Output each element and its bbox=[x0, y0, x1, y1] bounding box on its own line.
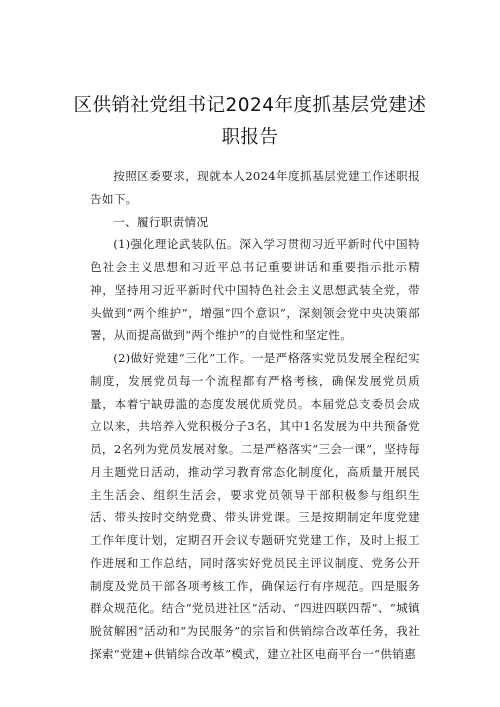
body-paragraph: (2)做好党建“三化”工作。一是严格落实党员发展全程纪实制度，发展党员每一个流程都有严格考核，确保发展党员质量，本着宁缺毋滥的态度发展优质党员。本届党总支委员会成立以来，共培养入党积极分子3名，其中1名发展为中共预备党员，2名列为党员发展对象。二是严格落实“三会一课”，坚持每月主题党日活动，推动学习教育常态化制度化，高质量开展民主生活会、组织生活会，要求党员领导干部积极参与组织生活、带头按时交纳党费、带头讲党课。三是按期制定年度党建工作年度计划，定期召开会议专题研究党建工作，及时上报工作进展和工作总结，同时落实好党员民主评议制度、党务公开制度及党员干部各项考核工作，确保运行有序规范。四是服务群众规范化。结合“党员进社区”活动、“四进四联四帮”、“城镇脱贫解困”活动和“为民服务”的宗旨和供销综合改革任务，我社探索“党建+供销综合改革”模式，建立社区电商平台一“供销惠 bbox=[90, 351, 420, 661]
document-title: 区供销社党组书记2024年度抓基层党建述职报告 bbox=[73, 95, 427, 148]
section-heading: 一、履行职责情况 bbox=[113, 214, 209, 229]
intro-paragraph: 按照区委要求，现就本人2024年度抓基层党建工作述职报告如下。 bbox=[90, 169, 420, 206]
document-body bbox=[90, 165, 420, 666]
body-paragraph: (1)强化理论武装队伍。深入学习贯彻习近平新时代中国特色社会主义思想和习近平总书记重要讲话和重要指示批示精神，坚持用习近平新时代中国特色社会主义思想武装全党，带头做到“两个维护”，增强“四个意识”，深刻领会党中央决策部署，从而提高做到“两个维护”的自觉性和坚定性。 bbox=[90, 237, 420, 343]
